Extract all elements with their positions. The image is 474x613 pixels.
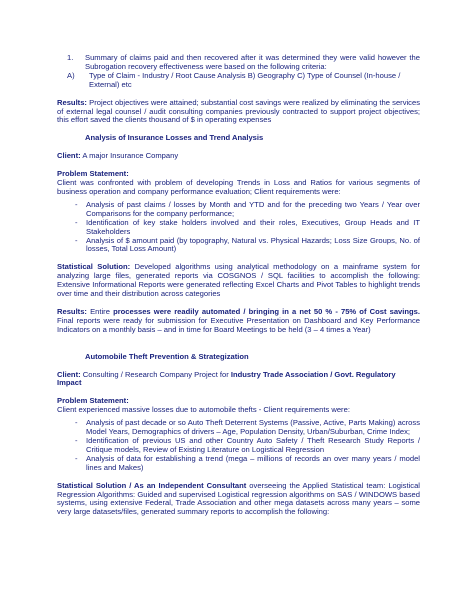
results-text: Entire (86, 306, 114, 316)
list-item: - Analysis of past decade or so Auto Theft Deterrent Systems (Passive, Active, Parts Making) across Model Years, Demographics of drivers – Age, Population Density, Urban/Suburban, Crime Index; (75, 419, 420, 437)
statistical-solution-paragraph (57, 482, 420, 518)
solution-text: Developed algorithms using analytical methodology on a mainframe system for analyzing large files, generated reports via COSGNOS / SQL facilities to accomplish the following: Extensive Informational Reports were generated reflecting Excel Charts and Pivot Tables to highlight trends over time and their distribution across categories (57, 262, 420, 299)
problem-statement-text: Client was confronted with problem of developing Trends in Loss and Ratios for various segments of business operation and company performance evaluation; Client requirements were: (57, 178, 420, 196)
results-text: Project objectives were attained; substantial cost savings were realized by eliminating the services of external legal counsel / audit consulting companies previously contracted to support project objectives; this effort saved the clients thousand of $ in operating expenses (57, 97, 420, 125)
results-label: Results: (57, 97, 87, 107)
client-line (57, 371, 420, 389)
list-item: - Analysis of data for establishing a trend (mega – millions of records an over many years / model lines and Makes) (75, 455, 420, 473)
results-highlight: processes were readily automated / bringing in a net 50 % - 75% of Cost savings. (113, 306, 420, 316)
client-label: Client: (57, 369, 81, 379)
list-item: - Identification of key stake holders involved and their roles, Executives, Group Heads and IT Stakeholders (75, 219, 420, 237)
client-label: Client: (57, 151, 81, 161)
results-text-rest: Final reports were ready for submission for Executive Presentation on Dashboard and Key Performance Indicators on a monthly basis – and in time for Board Meetings to be held (3 – 4 times a Year) (57, 315, 420, 334)
problem-statement-text: Client experienced massive losses due to automobile thefts - Client requirements were: (57, 405, 350, 415)
solution-label: Statistical Solution: (57, 262, 131, 272)
item-letter: A) (67, 70, 75, 80)
problem-statement-label: Problem Statement: (57, 396, 129, 406)
solution-text: overseeing the Applied Statistical team: Logistical Regression Algorithms: Guided and supervised Logistical regression algorithms on SAS / WINDOWS based systems, using extensive Federal, Trade Association and other mega datasets across many years – some very large datasets/files, generated summary reports to accomplish the following: (57, 480, 420, 517)
problem-statement-label: Problem Statement: (57, 169, 129, 179)
lettered-item-a (57, 72, 420, 90)
client-text: Consulting / Research Company Project for (80, 369, 231, 379)
numbered-item-1 (57, 54, 420, 72)
client-line (57, 152, 420, 161)
solution-label: Statistical Solution / As an Independent Consultant (57, 480, 247, 490)
section-heading-auto-theft: Automobile Theft Prevention & Strategization (85, 351, 249, 361)
list-item: - Identification of previous US and other Country Auto Safety / Theft Research Study Reports / Critique models, Review of Existing Literature on Logistical Regression (75, 437, 420, 455)
client-text: A major Insurance Company (80, 151, 179, 161)
item-text: Type of Claim - Industry / Root Cause Analysis B) Geography C) Type of Counsel (In-house / External) etc (89, 70, 401, 89)
list-item: - Analysis of $ amount paid (by topography, Natural vs. Physical Hazards; Loss Size Groups, No. of losses, Total Loss Amount) (75, 237, 420, 255)
list-item: - Analysis of past claims / losses by Month and YTD and for the preceding two Years / Year over Comparisons for the company performance; (75, 201, 420, 219)
results-label: Results: (57, 306, 87, 316)
results-paragraph (57, 99, 420, 126)
item-number: 1. (67, 53, 74, 62)
document-page (57, 54, 420, 517)
section-heading-insurance: Analysis of Insurance Losses and Trend Analysis (85, 133, 264, 143)
statistical-solution-paragraph (57, 263, 420, 299)
requirements-list (57, 419, 420, 472)
client-highlight: Industry Trade Association / Govt. Regulatory Impact (57, 369, 396, 388)
requirements-list (57, 201, 420, 254)
results-paragraph (57, 308, 420, 335)
item-text: Summary of claims paid and then recovered after it was determined they were valid however the Subrogation recovery effectiveness were based on the following criteria: (85, 53, 420, 71)
